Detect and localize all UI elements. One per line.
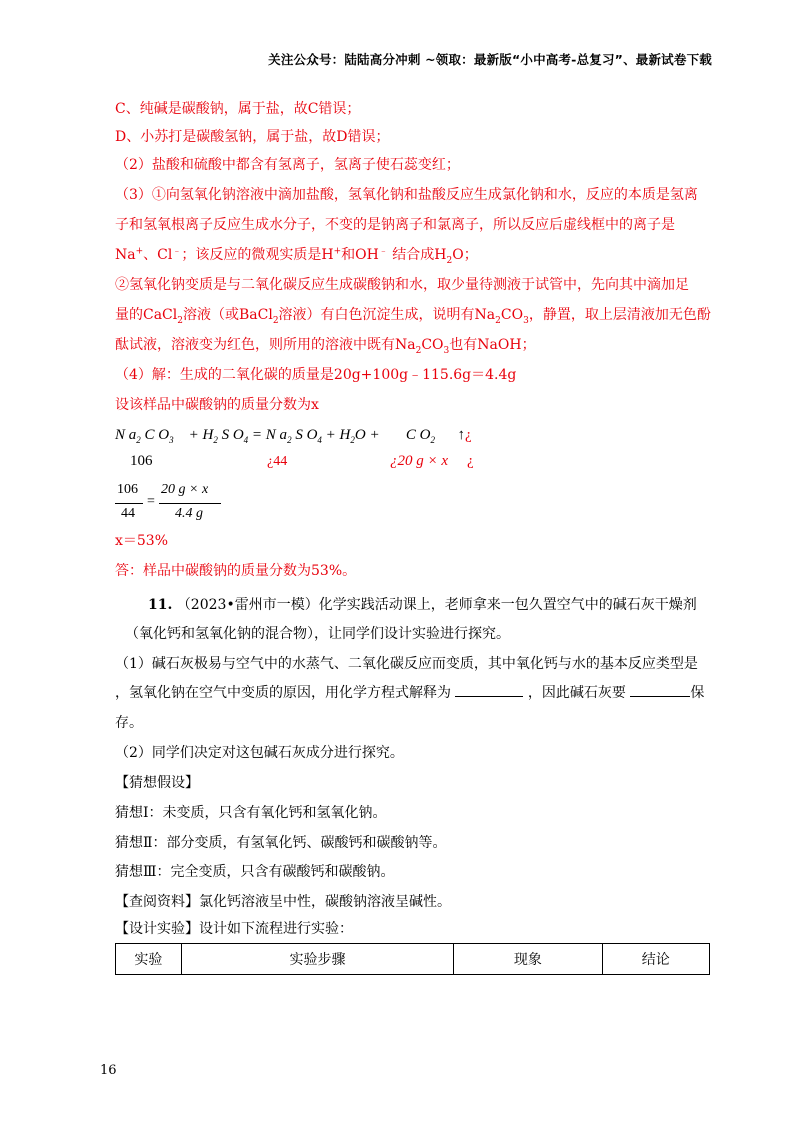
answer-d-line: D、小苏打是碳酸氢钠，属于盐，故D错误；	[115, 129, 390, 145]
answer-c-line: C、纯碱是碳酸钠，属于盐，故C错误；	[115, 101, 361, 117]
guess-1: 猜想Ⅰ：未变质，只含有氧化钙和氢氧化钠。	[115, 805, 387, 821]
fraction-left-bar	[115, 503, 143, 504]
guess-3: 猜想Ⅲ：完全变质，只含有碳酸钙和碳酸钠。	[115, 864, 395, 880]
answer-part4-set: 设该样品中碳酸钠的质量分数为x	[115, 397, 319, 413]
equation-mass-44: ¿44	[267, 454, 288, 469]
answer-blank-storage[interactable]	[630, 684, 690, 697]
fraction-right-bar	[159, 503, 221, 504]
answer-part3-line2: 子和氢氧根离子反应生成水分子，不变的是钠离子和氯离子，所以反应后虚线框中的离子是	[115, 217, 675, 233]
lookup-info: 【查阅资料】氯化钙溶液呈中性，碳酸钠溶液呈碱性。	[115, 894, 451, 910]
table-header-row	[116, 944, 710, 975]
equation-mass-106: 106	[130, 453, 153, 469]
answer-part3-line3: Na+、Cl﹣；该反应的微观实质是H+和OH﹣ 结合成$H_2O$；	[115, 246, 478, 266]
answer-part3-line4: ②氢氧化钠变质是与二氧化碳反应生成碳酸钠和水，取少量待测液于试管中，先向其中滴加足	[115, 277, 689, 293]
fraction-right-numerator: 20 g × x	[161, 482, 209, 497]
answer-part3-line1: （3）①向氢氧化钠溶液中滴加盐酸，氢氧化钠和盐酸反应生成氯化钠和水，反应的本质是氢离	[115, 187, 698, 203]
fraction-left-numerator: 106	[117, 482, 138, 497]
answer-blank-equation[interactable]	[455, 684, 523, 697]
table-header-cell: 实验	[116, 944, 182, 975]
page-header: 关注公众号：陆陆高分冲刺 ~领取：最新版“小中高考-总复习”、最新试卷下载	[268, 52, 712, 67]
question-11-line1: 11. （2023•雷州市一模）化学实践活动课上，老师拿来一包久置空气中的碱石灰干燥剂	[148, 597, 697, 613]
question-number: 11.	[148, 597, 173, 613]
page-number: 16	[100, 1063, 117, 1078]
table-header-cell: 现象	[454, 944, 602, 975]
equation-mark: ¿	[467, 453, 474, 469]
ratio-fraction	[115, 482, 235, 526]
question-part1-line2: ，氢氧化钠在空气中变质的原因，用化学方程式解释为 ，因此碱石灰要 保	[115, 685, 705, 701]
guess-2: 猜想Ⅱ：部分变质，有氢氧化钙、碳酸钙和碳酸钠等。	[115, 835, 447, 851]
answer-part3-line5: 量的CaCl$_2$溶液（或BaCl$_2$溶液）有白色沉淀生成，说明有$Na_2CO_3$，静置，取上层清液加无色酚	[115, 307, 711, 326]
x-result: x＝53%	[115, 533, 169, 549]
table-header-cell: 实验步骤	[181, 944, 454, 975]
question-part2: （2）同学们决定对这包碱石灰成分进行探究。	[115, 745, 404, 761]
fraction-right-denominator: 4.4 g	[175, 506, 203, 521]
design-experiment: 【设计实验】设计如下流程进行实验：	[115, 921, 353, 937]
answer-part4: （4）解：生成的二氧化碳的质量是20g+100g﹣115.6g＝4.4g	[115, 367, 517, 383]
answer-part2: （2）盐酸和硫酸中都含有氢离子，氢离子使石蕊变红；	[115, 157, 460, 173]
fraction-equals: =	[147, 494, 155, 509]
experiment-table	[115, 943, 710, 975]
fraction-left-denominator: 44	[121, 506, 135, 521]
equation-mass-x: ¿20 g × x	[390, 453, 449, 469]
final-answer: 答：样品中碳酸钠的质量分数为53%。	[115, 563, 357, 579]
question-part1-line3: 存。	[115, 715, 143, 731]
guess-title: 【猜想假设】	[115, 775, 199, 791]
question-part1-line1: （1）碱石灰极易与空气中的水蒸气、二氧化碳反应而变质，其中氧化钙与水的基本反应类型是	[115, 656, 698, 672]
answer-part3-line6: 酞试液，溶液变为红色，则所用的溶液中既有$Na_2CO_3$也有NaOH；	[115, 337, 536, 356]
table-header-cell: 结论	[602, 944, 710, 975]
question-11-line2: （氧化钙和氢氧化钠的混合物），让同学们设计实验进行探究。	[125, 626, 510, 642]
chemical-equation: N $a_2$ C $O_3$ + $H_2$ S $O_4 = N$ $a_2$ S $O_4 + H_2O$ + C $O_2$ ↑¿	[115, 427, 472, 445]
